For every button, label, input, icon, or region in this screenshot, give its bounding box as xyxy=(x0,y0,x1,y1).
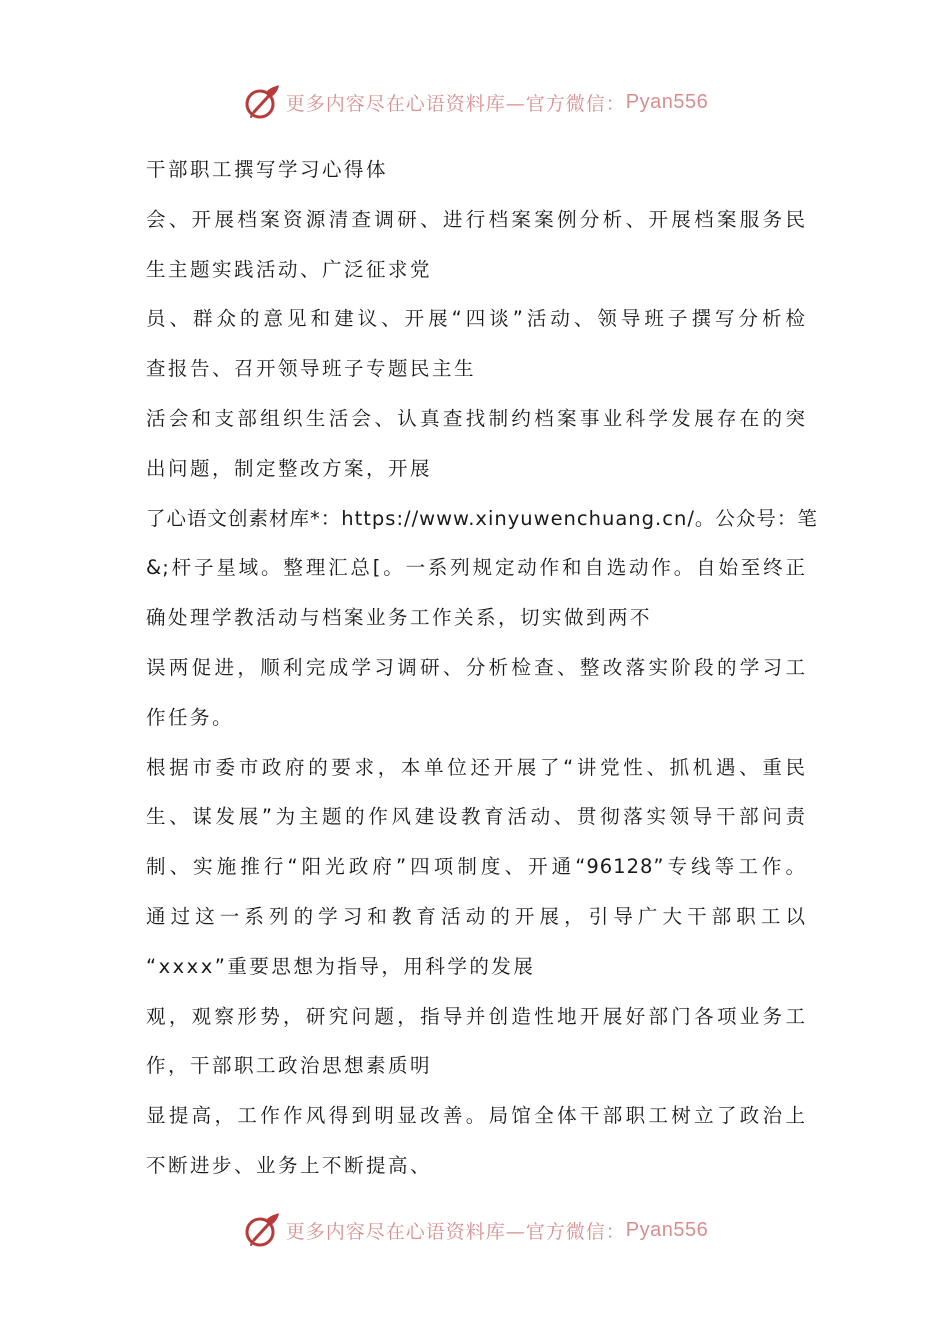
banner-text: 更多内容尽在心语资料库—官方微信： xyxy=(285,92,626,115)
footer-banner xyxy=(0,1208,950,1252)
banner-text: 更多内容尽在心语资料库—官方微信： xyxy=(285,1220,626,1243)
quill-logo-icon xyxy=(242,82,282,122)
text-line: 不断进步、业务上不断提高、 xyxy=(146,1153,433,1177)
text-line: 误两促进，顺利完成学习调研、分析检查、整改落实阶段的学习工 xyxy=(146,655,806,679)
text-line: 制、实施推行“阳光政府”四项制度、开通“96128”专线等工作。 xyxy=(146,855,806,879)
text-line: 生、谋发展”为主题的作风建设教育活动、贯彻落实领导干部问责 xyxy=(146,805,806,829)
header-banner xyxy=(0,80,950,124)
text-line: 查报告、召开领导班子专题民主生 xyxy=(146,357,477,381)
text-line: 通过这一系列的学习和教育活动的开展，引导广大干部职工以 xyxy=(146,904,806,928)
text-line: 观，观察形势，研究问题，指导并创造性地开展好部门各项业务工 xyxy=(146,1004,806,1028)
text-line: “xxxx”重要思想为指导，用科学的发展 xyxy=(146,954,536,978)
text-line: 会、开展档案资源清查调研、进行档案案例分析、开展档案服务民 xyxy=(146,207,806,231)
text-line: 干部职工撰写学习心得体 xyxy=(146,158,389,181)
banner-wechat-id: Pyan556 xyxy=(625,90,709,113)
text-line: 根据市委市政府的要求，本单位还开展了“讲党性、抓机遇、重民 xyxy=(146,755,806,779)
quill-logo-icon xyxy=(242,1210,282,1250)
text-line: 员、群众的意见和建议、开展“四谈”活动、领导班子撰写分析检 xyxy=(146,307,806,331)
text-line: 显提高，工作作风得到明显改善。局馆全体干部职工树立了政治上 xyxy=(146,1104,806,1128)
text-line: 出问题，制定整改方案，开展 xyxy=(146,456,433,480)
banner-wechat-id: Pyan556 xyxy=(625,1218,709,1241)
text-line: &;杆子星域。整理汇总[。一系列规定动作和自选动作。自始至终正 xyxy=(146,556,806,580)
text-line: 作，干部职工政治思想素质明 xyxy=(146,1054,433,1078)
text-line: 作任务。 xyxy=(146,705,235,729)
text-line: 活会和支部组织生活会、认真查找制约档案事业科学发展存在的突 xyxy=(146,406,806,430)
document-body xyxy=(146,145,818,1191)
text-line: 确处理学教活动与档案业务工作关系，切实做到两不 xyxy=(146,606,653,630)
text-line: 生主题实践活动、广泛征求党 xyxy=(146,257,433,281)
text-line: 了心语文创素材库*：https://www.xinyuwenchuang.cn/。公众号：笔 xyxy=(146,506,818,530)
